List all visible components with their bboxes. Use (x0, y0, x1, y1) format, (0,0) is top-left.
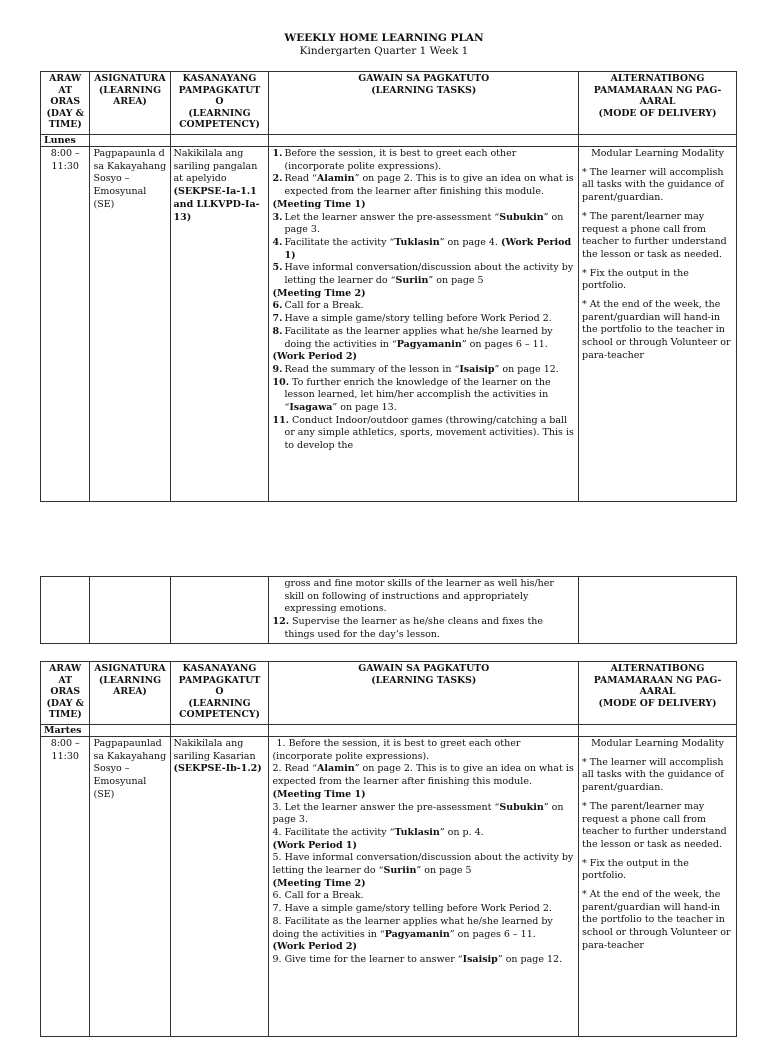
plan-table-continuation (40, 576, 737, 644)
mode-cell: Modular Learning Modality * The learner will accomplish all tasks with the guidance of parent/guardian. * The parent/learner may request a phone call from teacher to further understand the lesson or task as needed. * Fix the output in the portfolio. * At the end of the week, the parent/guardian will hand-in the portfolio to the teacher in school or through Volunteer or para-teacher (579, 147, 737, 502)
subject-cell: Pagpapaunlad sa Kakayahang Sosyo – Emosyunal (SE) (90, 737, 170, 1037)
task-item: 4. Facilitate the activity “Tuklasin” on page 4. (Work Period 1) (272, 236, 572, 261)
tasks-cell: gross and fine motor skills of the learner as well his/her skill on following of instructions and appropriately expressing emotions. 12. Supervise the learner as he/she cleans and fixes the things used for the day’s lesson. (269, 577, 579, 644)
time-cell: 8:00 – 11:30 (41, 147, 90, 502)
task-item: 7. Have a simple game/story telling before Work Period 2. (272, 313, 552, 325)
tasks-cell: 1. Before the session, it is best to greet each other (incorporate polite expressions). 2. Read “Alamin” on page 2. This is to give an idea on what is expected from the learner after finishing this module. (Meeting Time 1) 3. Let the learner answer the pre-assessment “Subukin” on page 3. 4. Facilitate the activity “Tuklasin” on p. 4. (Work Period 1) 5. Have informal conversation/discussion about the activity by letting the learner do “Suriin” on page 5 (Meeting Time 2) 6. Call for a Break. 7. Have a simple game/story telling before Work Period 2. 8. Facilitate as the learner applies what he/she learned by doing the activities in “Pagyamanin” on pages 6 – 11. (Work Period 2) 9. Give time for the learner to answer “Isaisip” on page 12. (269, 737, 579, 1037)
task-item: 7. Have a simple game/story telling before Work Period 2. (272, 903, 552, 915)
task-item: 6. Call for a Break. (272, 890, 364, 902)
competency-cell: Nakikilala ang sariling pangalan at apelyido (SEKPSE-Ia-1.1 and LLKVPD-Ia-13) (170, 147, 269, 502)
task-item: 2. Read “Alamin” on page 2. This is to give an idea on what is expected from the learner after finishing this module. (272, 763, 574, 788)
header-subject: ASIGNATURA (LEARNING AREA) (90, 662, 170, 725)
plan-table-tuesday (40, 661, 737, 1037)
task-item: 12. Supervise the learner as he/she cleans and fixes the things used for the day’s lesson. (272, 616, 544, 640)
header-mode: ALTERNATIBONG PAMAMARAAN NG PAG-AARAL (MODE OF DELIVERY) (579, 72, 737, 135)
task-item: 1. Before the session, it is best to greet each other (incorporate polite expressions). (272, 738, 521, 762)
task-item: 9. Give time for the learner to answer “Isaisip” on page 12. (272, 953, 563, 965)
session-row (41, 737, 737, 1037)
tasks-cell: 1. Before the session, it is best to greet each other (incorporate polite expressions). 2. Read “Alamin” on page 2. This is to give an idea on what is expected from the learner after finishing this module. (Meeting Time 1) 3. Let the learner answer the pre-assessment “Subukin” on page 3. 4. Facilitate the activity “Tuklasin” on page 4. (Work Period 1) 5. Have informal conversation/discussion about the activity by letting the learner do “Suriin” on page 5 (Meeting Time 2) 6. Call for a Break. 7. Have a simple game/story telling before Work Period 2. 8. Facilitate as the learner applies what he/she learned by doing the activities in “Pagyamanin” on pages 6 – 11. (Work Period 2) 9. Read the summary of the lesson in “Isaisip” on page 12. 10. To further enrich the knowledge of the learner on the lesson learned, let him/her accomplish the activities in “Isagawa” on page 13. 11. Conduct Indoor/outdoor games (throwing/catching a ball or any simple athletics, sports, movement activities). This is to develop the (269, 147, 579, 502)
page-subtitle: Kindergarten Quarter 1 Week 1 (299, 45, 469, 57)
task-item: 3. Let the learner answer the pre-assessment “Subukin” on page 3. (272, 211, 564, 236)
task-item: 11. Conduct Indoor/outdoor games (throwing/catching a ball or any simple athletics, sports, movement activities). This is to develop the (272, 414, 574, 452)
subject-cell: Pagpapaunla d sa Kakayahang Sosyo – Emosyunal (SE) (90, 147, 170, 502)
header-subject: ASIGNATURA (LEARNING AREA) (90, 72, 170, 135)
time-cell: 8:00 – 11:30 (41, 737, 90, 1037)
task-item: 2. Read “Alamin” on page 2. This is to give an idea on what is expected from the learner after finishing this module. (272, 173, 574, 198)
header-competency: KASANAYANG PAMPAGKATUT O (LEARNING COMPETENCY) (170, 662, 269, 725)
task-item: 1. Before the session, it is best to greet each other (incorporate polite expressions). (272, 148, 517, 172)
day-label: Martes (41, 725, 90, 737)
day-label: Lunes (41, 135, 90, 147)
continuation-row (41, 577, 737, 644)
header-row (41, 662, 737, 725)
day-row (41, 725, 737, 737)
header-day: ARAW AT ORAS (DAY & TIME) (41, 72, 90, 135)
header-tasks: GAWAIN SA PAGKATUTO (LEARNING TASKS) (269, 72, 579, 135)
mode-cell: Modular Learning Modality * The learner will accomplish all tasks with the guidance of parent/guardian. * The parent/learner may request a phone call from teacher to further understand the lesson or task as needed. * Fix the output in the portfolio. * At the end of the week, the parent/guardian will hand-in the portfolio to the teacher in school or through Volunteer or para-teacher (579, 737, 737, 1037)
task-item: 8. Facilitate as the learner applies what he/she learned by doing the activities in “Pagyamanin” on pages 6 – 11. (272, 325, 553, 350)
plan-table-monday (40, 71, 737, 502)
task-item: 10. To further enrich the knowledge of the learner on the lesson learned, let him/her accomplish the activities in “Isagawa” on page 13. (272, 376, 551, 414)
header-day: ARAW AT ORAS (DAY & TIME) (41, 662, 90, 725)
header-mode: ALTERNATIBONG PAMAMARAAN NG PAG-AARAL (MODE OF DELIVERY) (579, 662, 737, 725)
task-item: 5. Have informal conversation/discussion about the activity by letting the learner do “Suriin” on page 5 (272, 852, 574, 877)
task-item: 6. Call for a Break. (272, 300, 364, 312)
session-row (41, 147, 737, 502)
competency-cell: Nakikilala ang sariling Kasarian (SEKPSE-Ib-1.2) (170, 737, 269, 1037)
page-title: WEEKLY HOME LEARNING PLAN (284, 32, 484, 44)
header-tasks: GAWAIN SA PAGKATUTO (LEARNING TASKS) (269, 662, 579, 725)
task-item: 8. Facilitate as the learner applies what he/she learned by doing the activities in “Pagyamanin” on pages 6 – 11. (272, 915, 553, 940)
task-item: 3. Let the learner answer the pre-assessment “Subukin” on page 3. (272, 801, 564, 826)
task-item: 4. Facilitate the activity “Tuklasin” on p. 4. (272, 826, 484, 838)
day-row (41, 135, 737, 147)
task-item: 5. Have informal conversation/discussion about the activity by letting the learner do “Suriin” on page 5 (272, 262, 574, 287)
header-competency: KASANAYANG PAMPAGKATUT O (LEARNING COMPETENCY) (170, 72, 269, 135)
task-item: 9. Read the summary of the lesson in “Isaisip” on page 12. (272, 363, 559, 375)
header-row (41, 72, 737, 135)
